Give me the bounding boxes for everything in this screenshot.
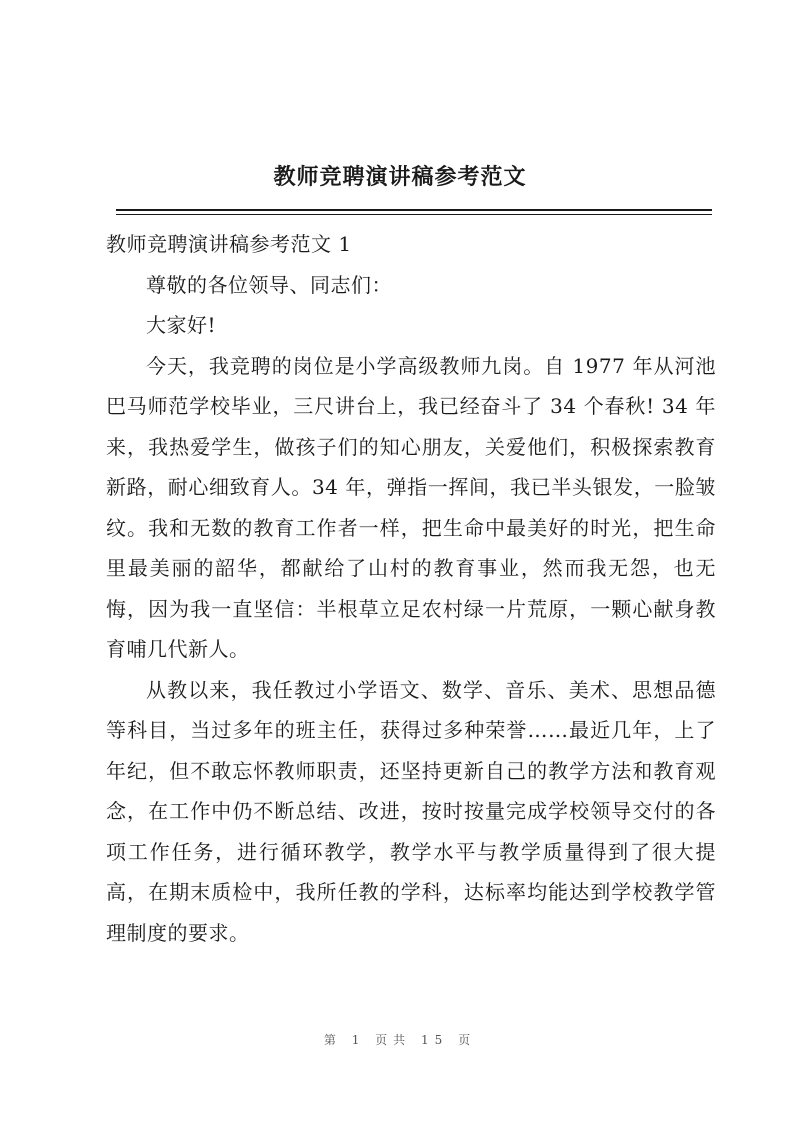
paragraph-greeting: 尊敬的各位领导、同志们：	[146, 272, 392, 297]
document-title: 教师竞聘演讲稿参考范文	[273, 164, 527, 190]
paragraph-hello: 大家好!	[146, 313, 217, 337]
section-heading: 教师竞聘演讲稿参考范文 1	[106, 232, 352, 256]
paragraph-introduction: 今天，我竞聘的岗位是小学高级教师九岗。自 1977 年从河池巴马师范学校毕业，三尺讲台上，我已经奋斗了 34 个春秋! 34 年来，我热爱学生，做孩子们的知心朋友，关爱他们，积极探索教育新路，耐心细致育人。34 年，弹指一挥间，我已半头银发，一脸皱纹。我和无数的教育工作者一样，把生命中最美好的时光，把生命里最美丽的韶华，都献给了山村的教育事业，然而我无怨，也无悔，因为我一直坚信：半根草立足农村绿一片荒原，一颗心献身教育哺几代新人。	[106, 353, 716, 661]
paragraph-experience: 从教以来，我任教过小学语文、数学、音乐、美术、思想品德等科目，当过多年的班主任，获得过多种荣誉……最近几年，上了年纪，但不敢忘怀教师职责，还坚持更新自己的教学方法和教育观念，在工作中仍不断总结、改进，按时按量完成学校领导交付的各项工作任务，进行循环教学，教学水平与教学质量得到了很大提高，在期末质检中，我所任教的学科，达标率均能达到学校教学管理制度的要求。	[106, 677, 716, 945]
page-footer: 第 1 页共 15 页	[323, 1033, 477, 1047]
title-divider-thin	[116, 214, 712, 215]
title-divider	[116, 209, 712, 211]
document-body	[106, 224, 716, 953]
